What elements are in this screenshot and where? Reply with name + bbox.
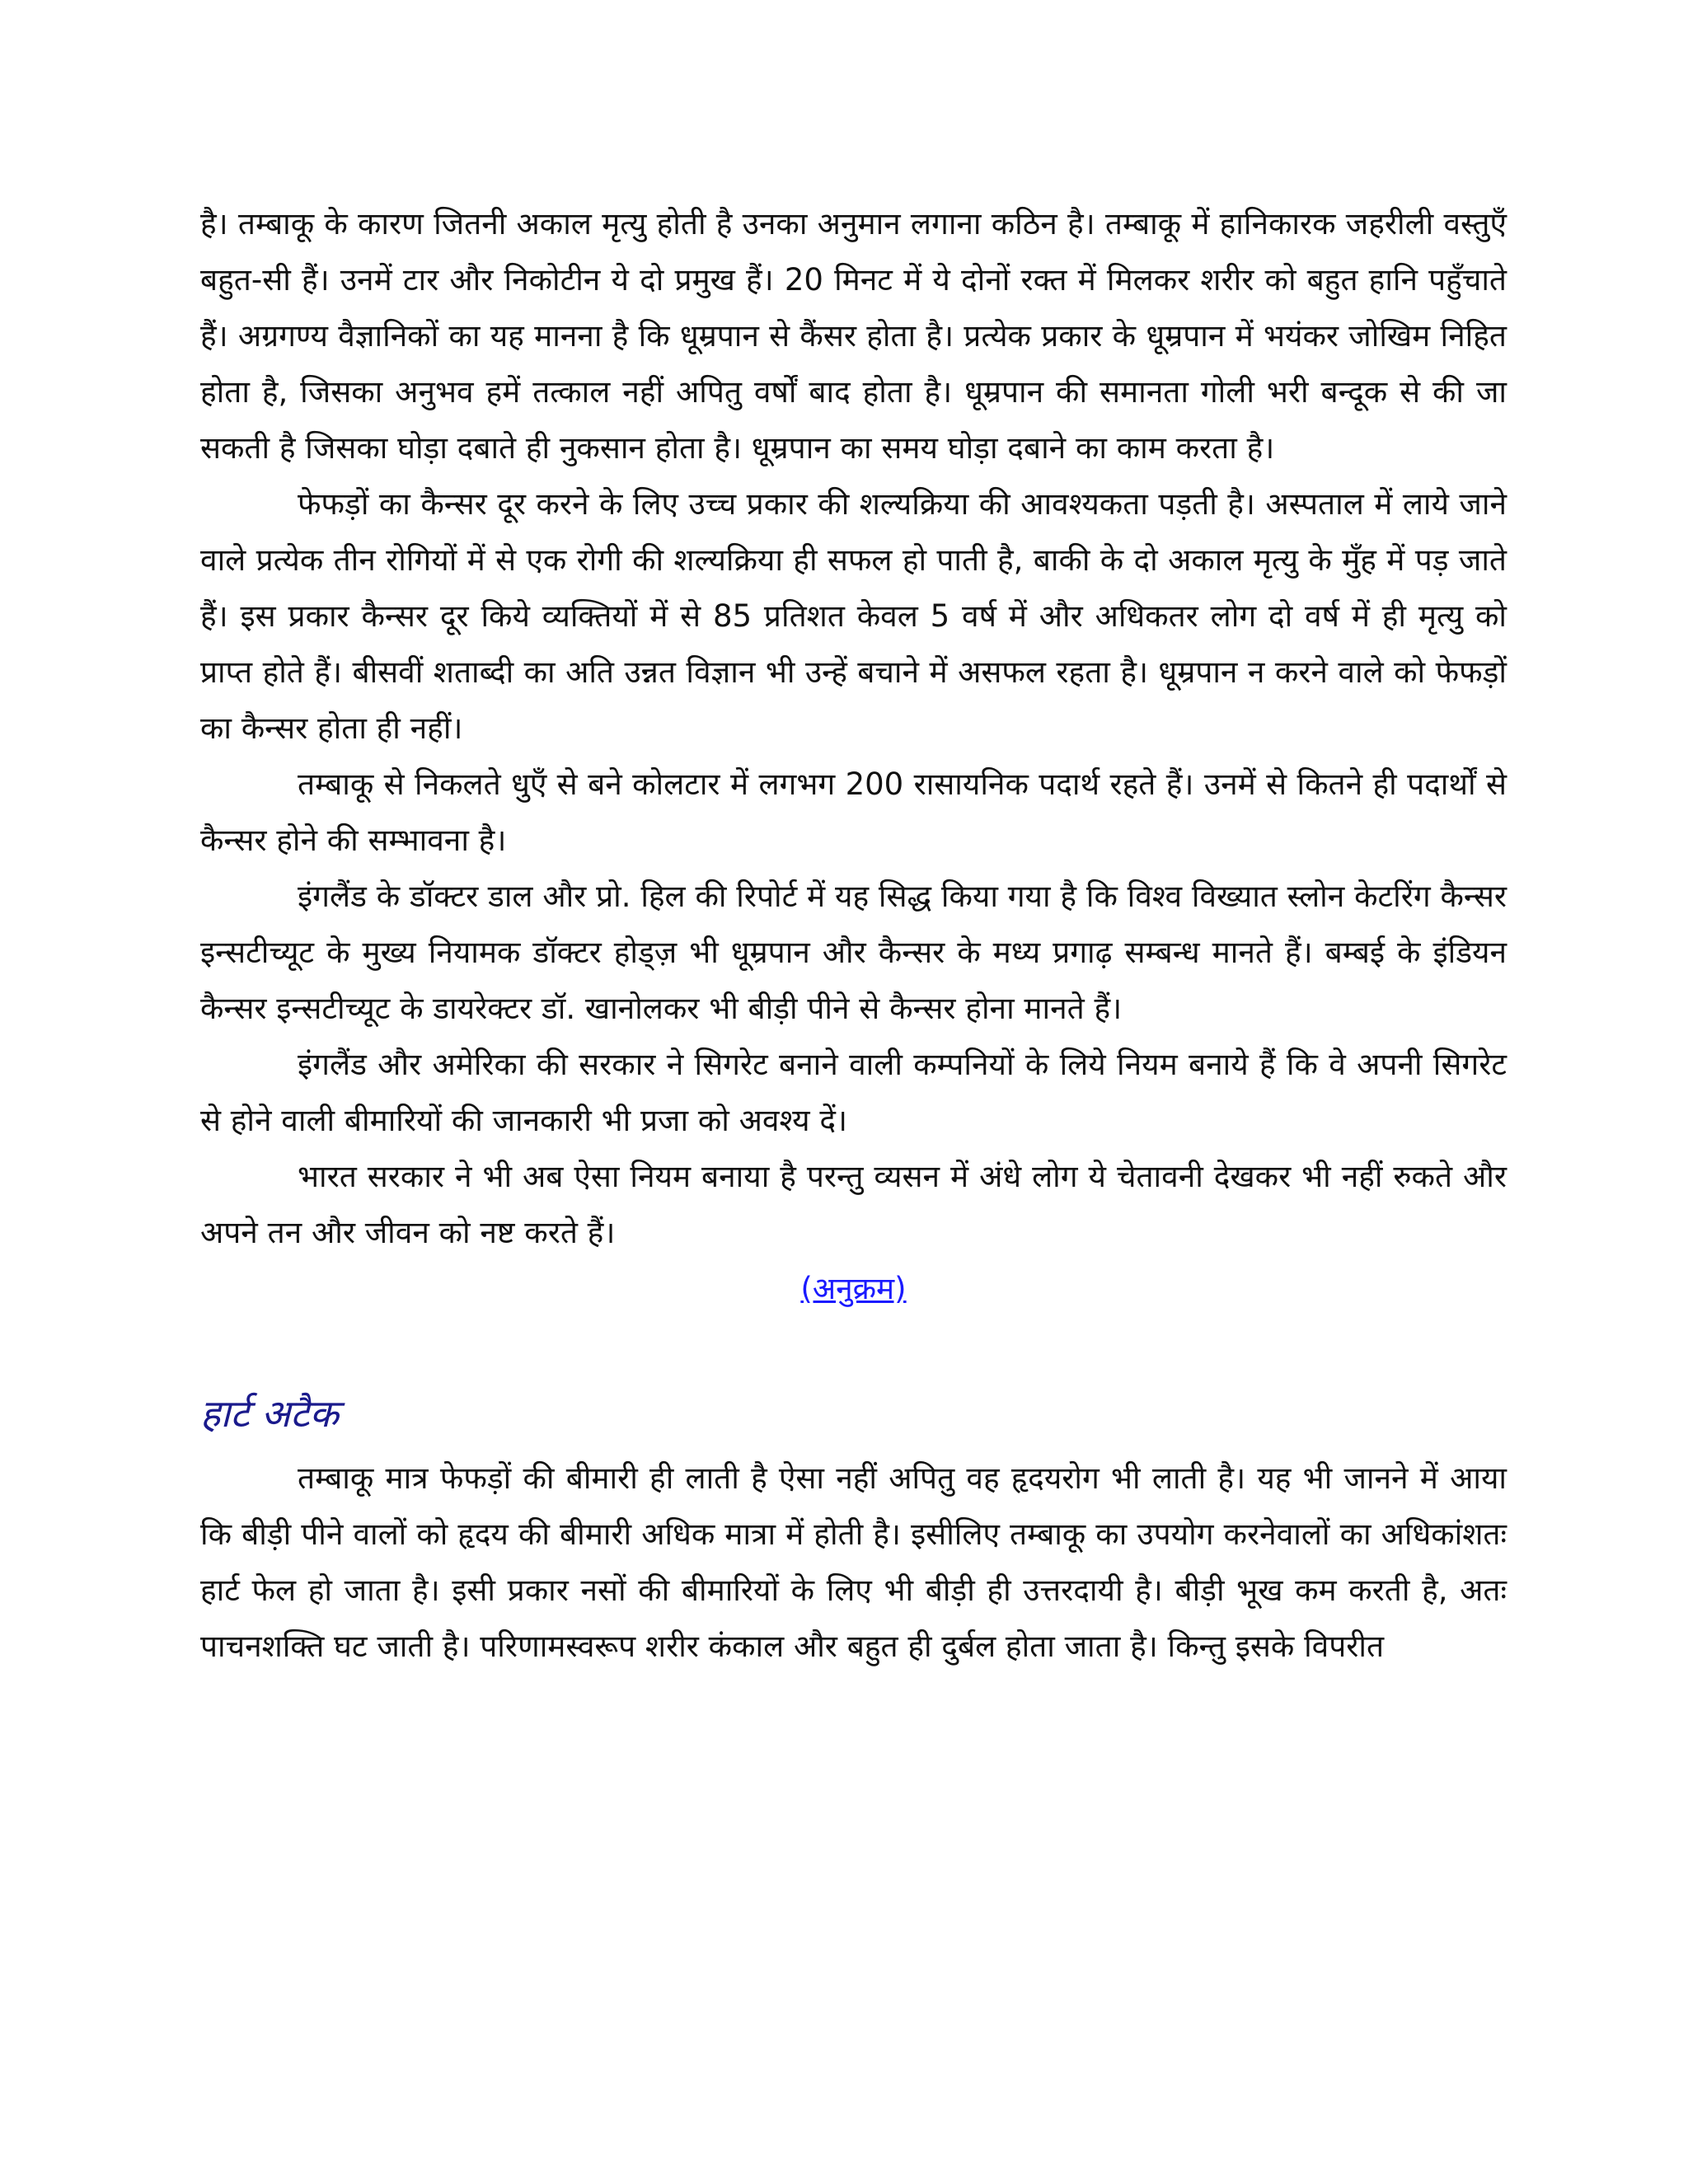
index-link-row <box>200 1261 1507 1317</box>
paragraph-lung-cancer-surgery: फेफड़ों का कैन्सर दूर करने के लिए उच्च प्रकार की शल्यक्रिया की आवश्यकता पड़ती है। अस्पताल में लाये जाने वाले प्रत्येक तीन रोगियों में से एक रोगी की शल्यक्रिया ही सफल हो पाती है, बाकी के दो अकाल मृत्यु के मुँह में पड़ जाते हैं। इस प्रकार कैन्सर दूर किये व्यक्तियों में से 85 प्रतिशत केवल 5 वर्ष में और अधिकतर लोग दो वर्ष में ही मृत्यु को प्राप्त होते हैं। बीसवीं शताब्दी का अति उन्नत विज्ञान भी उन्हें बचाने में असफल रहता है। धूम्रपान न करने वाले को फेफड़ों का कैन्सर होता ही नहीं। <box>200 486 1507 746</box>
index-link[interactable]: (अनुक्रम) <box>800 1271 907 1306</box>
document-page <box>200 196 1507 1675</box>
paragraph-research-reports: इंगलैंड के डॉक्टर डाल और प्रो. हिल की रिपोर्ट में यह सिद्ध किया गया है कि विश्व विख्यात स्लोन केटरिंग कैन्सर इन्सटीच्यूट के मुख्य नियामक डॉक्टर होड्ज़ भी धूम्रपान और कैन्सर के मध्य प्रगाढ़ सम्बन्ध मानते हैं। बम्बई के इंडियन कैन्सर इन्सटीच्यूट के डायरेक्टर डॉ. खानोलकर भी बीड़ी पीने से कैन्सर होना मानते हैं। <box>200 879 1507 1026</box>
section-heading: हार्ट अटैक <box>200 1391 339 1436</box>
paragraph-india-warning: भारत सरकार ने भी अब ऐसा नियम बनाया है परन्तु व्यसन में अंधे लोग ये चेतावनी देखकर भी नहीं रुकते और अपने तन और जीवन को नष्ट करते हैं। <box>200 1159 1507 1250</box>
paragraph-continuation: है। तम्बाकू के कारण जितनी अकाल मृत्यु होती है उनका अनुमान लगाना कठिन है। तम्बाकू में हानिकारक जहरीली वस्तुएँ बहुत-सी हैं। उनमें टार और निकोटीन ये दो प्रमुख हैं। 20 मिनट में ये दोनों रक्त में मिलकर शरीर को बहुत हानि पहुँचाते हैं। अग्रगण्य वैज्ञानिकों का यह मानना है कि धूम्रपान से कैंसर होता है। प्रत्येक प्रकार के धूम्रपान में भयंकर जोखिम निहित होता है, जिसका अनुभव हमें तत्काल नहीं अपितु वर्षों बाद होता है। धूम्रपान की समानता गोली भरी बन्दूक से की जा सकती है जिसका घोड़ा दबाते ही नुकसान होता है। धूम्रपान का समय घोड़ा दबाने का काम करता है। <box>200 206 1507 466</box>
paragraph-government-rules: इंगलैंड और अमेरिका की सरकार ने सिगरेट बनाने वाली कम्पनियों के लिये नियम बनाये हैं कि वे अपनी सिगरेट से होने वाली बीमारियों की जानकारी भी प्रजा को अवश्य दें। <box>200 1047 1507 1138</box>
paragraph-heart-attack: तम्बाकू मात्र फेफड़ों की बीमारी ही लाती है ऐसा नहीं अपितु वह हृदयरोग भी लाती है। यह भी जानने में आया कि बीड़ी पीने वालों को हृदय की बीमारी अधिक मात्रा में होती है। इसीलिए तम्बाकू का उपयोग करनेवालों का अधिकांशतः हार्ट फेल हो जाता है। इसी प्रकार नसों की बीमारियों के लिए भी बीड़ी ही उत्तरदायी है। बीड़ी भूख कम करती है, अतः पाचनशक्ति घट जाती है। परिणामस्वरूप शरीर कंकाल और बहुत ही दुर्बल होता जाता है। किन्तु इसके विपरीत <box>200 1460 1507 1664</box>
paragraph-coal-tar: तम्बाकू से निकलते धुएँ से बने कोलटार में लगभग 200 रासायनिक पदार्थ रहते हैं। उनमें से कितने ही पदार्थों से कैन्सर होने की सम्भावना है। <box>200 766 1507 858</box>
